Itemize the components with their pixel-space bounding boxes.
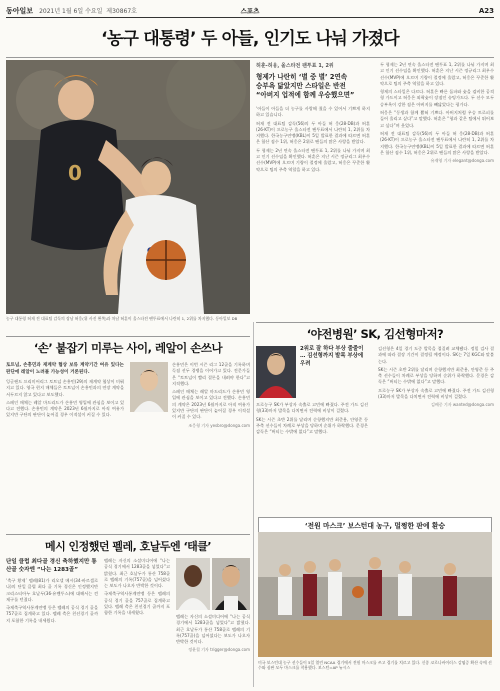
main-photo-caption: 농구 대통령 허재 전 대표팀 감독의 장남 허웅(위 사진 왼쪽)과 차남 허훈이 올스타전 팬투표에서 나란히 1, 2위를 차지했다. 동아일보 DB (6, 316, 238, 321)
story-sk (256, 346, 494, 511)
article-column-1 (256, 62, 370, 175)
article-kicker: 허훈-허웅, 올스타전 팬투표 1, 2위 (256, 63, 334, 69)
article-text: 펠레는 자신의 소셜미디어에 “나는 공식 경기에서 1283골을 넣었다”고 밝혔다. 최근 호날두가 통산 758골로 펠레의 기록(757골)을 넘어섰다는 보도가 나오자 반박한 것이다. (176, 614, 250, 645)
page-number: A23 (478, 6, 494, 15)
article-column (256, 402, 368, 437)
article-text: 김선형은 4일 경기 도중 발목을 접질려 교체됐다. 정밀 검사 결과에 따라 결장 기간이 결정될 예정이다. SK는 7일 KGC와 맞붙는다. SK는 시즌 초반 2위를 달리며 순항했지만 최준용, 안영준 등 주축 선수들이 차례로 부상을 당하며 순위가 하락했다. 문경은 감독은 “버티는 수밖에 없다”고 말했다. 프로농구 SK가 부상자 속출로 고민에 빠졌다. 주전 가드 김선형(33)마저 발목을 다치면서 전력에 비상이 걸렸다. (378, 346, 494, 400)
divider (6, 57, 494, 58)
article-column (378, 346, 494, 408)
svg-text:0: 0 (68, 161, 82, 185)
article-column (104, 558, 170, 619)
pele-photo (176, 558, 210, 610)
kim-sunhyung-photo (256, 346, 296, 398)
article-column: 단일 클럽 최다골 경신 축하했지만 통산골 숫자엔 “나는 1283골” ‘축구 황제’ 펠레(81)가 리오넬 메시(34·바르셀로나)의 단일 클럽 최다 골 기록 경신은 인정했지만 크리스티아누 호날두(36·유벤투스)에 대해서는 견제구를 던졌다. 국제축구역사통계연맹 등은 펠레의 공식 경기 골을 757골로 집계하고 있다. 펠레 측은 친선경기 골까지 포함한 기록을 내세웠다. (6, 559, 98, 623)
story-headline-pele: 메시 인정했던 펠레, 호날두엔 ‘태클’ (44, 540, 212, 553)
basketball-photo (6, 60, 250, 314)
story-pele (6, 558, 250, 686)
article-column: 토트넘, 손흥민과 재계약 협상 보류 계약기간 여유 있다는 판단에 레알이 노려볼 가능성이 거론된다. 잉글랜드 프리미어리그 토트넘 손흥민(29)의 재계약 협상이 미뤄지고 있다. 영국 현지 매체들은 토트넘이 손흥민과의 연장 계약을 서두르지 않고 있다고 보도했다. 스페인 매체는 레알 마드리드가 손흥민 영입에 관심을 보이고 있다고 전했다. 손흥민의 계약은 2023년 6월까지로 아직 여유가 있지만 구단의 판단이 늦어질 경우 이적설이 커질 수 있다. (6, 363, 124, 418)
article-subhead: 형제가 나란히 ‘별 중 별’ 2연속 (256, 73, 348, 81)
article-text: ‘아들이 아들을 더 농구를 사랑해 줬을 수 있어서 기쁘게 하지 하고 있습니다. 허재 전 대표팀 감독(56)의 두 아들 허 웅(28·DB)과 허훈(26·KT)이 프로농구 올스타전 팬투표에서 나란히 1, 2위를 차지했다. 한국농구연맹(KBL)이 5일 발표한 결과에 따르면 허훈은 합산 점수 1위, 허웅은 2위로 팬들의 많은 사랑을 받았다. 두 형제는 2년 연속 올스타전 팬투표 1, 2위를 나눠 가지며 최고 인기 선수임을 확인했다. 허훈은 지난 시즌 정규리그 최우수선수(MVP)에 오르며 기량이 절정에 올랐고, 허웅은 꾸준한 활약으로 팀의 주축 역할을 하고 있다. (256, 106, 370, 172)
article-text: ‘축구 황제’ 펠레(81)가 리오넬 메시(34·바르셀로나)의 단일 클럽 최다 골 기록 경신은 인정했지만 크리스티아누 호날두(36·유벤투스)에 대해서는 견제구를 던졌다. 국제축구역사통계연맹 등은 펠레의 공식 경기 골을 757골로 집계하고 있다. 펠레 측은 친선경기 골까지 포함한 기록을 내세웠다. (6, 578, 98, 623)
article-text: 펠레는 자신의 소셜미디어에 “나는 공식 경기에서 1283골을 넣었다”고 밝혔다. 최근 호날두가 통산 758골로 펠레의 기록(757골)을 넘어섰다는 보도가 나오자 반박한 것이다. 국제축구역사통계연맹 등은 펠레의 공식 경기 골을 757골로 집계하고 있다. 펠레 측은 친선경기 골까지 포함한 기록을 내세웠다. (104, 558, 170, 616)
main-headline: ‘농구 대통령’ 두 아들, 인기도 나눠 가졌다 (101, 29, 399, 49)
newspaper-logo: 동아일보 (6, 5, 34, 15)
article-subhead-block: 2위로 잘 하다 부상 줄줄이 … 김선형까지 발목 부상에 우려 (300, 346, 364, 367)
article-column-2 (380, 62, 494, 164)
basketball-players-illustration (6, 60, 250, 314)
article-column (172, 362, 250, 429)
divider (256, 322, 494, 323)
divider (6, 336, 250, 337)
article-subhead: “아버지 업적에 함께 우승했으면” (256, 91, 355, 99)
column-divider (253, 322, 254, 687)
story-headline-son: ‘손’ 붙잡기 미루는 사이, 레알이 손쓰나 (33, 341, 223, 355)
article-text: 두 형제는 2년 연속 올스타전 팬투표 1, 2위를 나눠 가지며 최고 인기 선수임을 확인했다. 허훈은 지난 시즌 정규리그 최우수선수(MVP)에 오르며 기량이 절정에 올랐고, 허웅은 꾸준한 활약으로 팀의 주축 역할을 하고 있다. 형제의 스타일은 다르다. 허훈은 빠른 돌파와 슛을 겸비한 공격형 가드이고 허웅은 외곽슛이 장점인 슈팅가드다. 두 선수 모두 승부욕이 강한 점은 아버지를 빼닮았다는 평가다. 허웅은 “동생과 함께 뽑혀 기쁘다. 아버지처럼 우승 트로피를 들어 올리고 싶다”고 말했다. 허훈은 “형과 같은 팀에서 뛰어보고 싶다”며 웃었다. 허재 전 대표팀 감독(56)의 두 아들 허 웅(28·DB)과 허훈(26·KT)이 프로농구 올스타전 팬투표에서 나란히 1, 2위를 차지했다. 한국농구연맹(KBL)이 5일 발표한 결과에 따르면 허훈은 합산 점수 1위, 허웅은 2위로 팬들의 많은 사랑을 받았다. (380, 62, 494, 155)
section-title: 스포츠 (240, 7, 260, 15)
article-text: 프로농구 SK가 부상자 속출로 고민에 빠졌다. 주전 가드 김선형(33)마저 발목을 다치면서 전력에 비상이 걸렸다. SK는 시즌 초반 2위를 달리며 순항했지만 최준용, 안영준 등 주축 선수들이 차례로 부상을 당하며 순위가 하락했다. 문경은 감독은 “버티는 수밖에 없다”고 말했다. (256, 402, 368, 435)
divider (6, 534, 250, 535)
boston-photo-caption: 미국 보스턴대 농구 선수들이 5일 열린 NCAA 경기에서 전원 마스크를 쓰고 경기를 치르고 있다. 신종 코로나바이러스 감염증 확산 속에 선수와 심판 모두 마스크를 착용했다. 보스턴=AP 뉴시스 (258, 660, 492, 670)
article-column (176, 614, 250, 653)
ronaldo-photo (212, 558, 250, 610)
byline: 정윤철 기자 trigger@donga.com (188, 647, 250, 653)
story-headline-boston: ‘전원 마스크’ 보스턴대 농구, 멀쩡한 판에 환승 (258, 517, 492, 533)
masthead (6, 4, 494, 18)
article-subhead: 승부욕 닮았지만 스타일은 반전 (256, 82, 346, 90)
byline: 조응형 기자 yesbro@donga.com (188, 422, 250, 428)
main-article-body (256, 62, 494, 312)
article-text: 잉글랜드 프리미어리그 토트넘 손흥민(29)의 재계약 협상이 미뤄지고 있다. 영국 현지 매체들은 토트넘이 손흥민과의 연장 계약을 서두르지 않고 있다고 보도했다. 스페인 매체는 레알 마드리드가 손흥민 영입에 관심을 보이고 있다고 전했다. 손흥민의 계약은 2023년 6월까지로 아직 여유가 있지만 구단의 판단이 늦어질 경우 이적설이 커질 수 있다. (6, 379, 124, 418)
son-heungmin-photo (130, 362, 168, 412)
story-son (6, 362, 250, 532)
article-text: 손흥민은 이번 시즌 리그 12골을 기록하며 득점 선두 경쟁을 이어가고 있다. 전문가들은 “토트넘이 빨리 결론을 내려야 한다”고 지적했다. 스페인 매체는 레알 마드리드가 손흥민 영입에 관심을 보이고 있다고 전했다. 손흥민의 계약은 2023년 6월까지로 아직 여유가 있지만 구단의 판단이 늦어질 경우 이적설이 커질 수 있다. (172, 362, 250, 420)
byline: 김배중 기자 wanted@donga.com (430, 402, 494, 408)
byline: 유재영 기자 elegant@donga.com (430, 158, 494, 164)
boston-basketball-photo (258, 532, 492, 657)
story-headline-sk: ‘야전병원’ SK, 김선형마저? (306, 327, 444, 341)
issue-date: 2021년 1월 6일 수요일 제30867호 (39, 8, 137, 15)
